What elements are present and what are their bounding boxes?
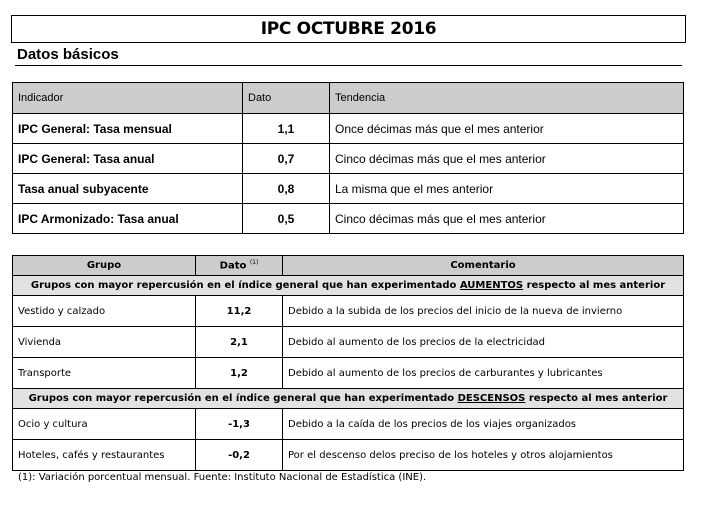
comentario-cell: Debido al aumento de los precios de carburantes y lubricantes bbox=[283, 358, 684, 389]
comentario-cell: Debido al aumento de los precios de la electricidad bbox=[283, 327, 684, 358]
groups-table bbox=[12, 255, 684, 471]
tendencia-cell: Once décimas más que el mes anterior bbox=[330, 114, 684, 144]
table-row bbox=[13, 327, 684, 358]
column-header-tendencia: Tendencia bbox=[330, 83, 684, 114]
grupo-cell: Vivienda bbox=[13, 327, 196, 358]
section-prefix: Grupos con mayor repercusión en el índice general que han experimentado bbox=[30, 280, 460, 291]
footnote: (1): Variación porcentual mensual. Fuente: Instituto Nacional de Estadística (INE). bbox=[18, 472, 427, 483]
comentario-cell: Debido a la caída de los precios de los viajes organizados bbox=[283, 409, 684, 440]
section-suffix: respecto al mes anterior bbox=[523, 280, 666, 291]
dato-cell: 0,8 bbox=[243, 174, 330, 204]
indicador-cell: Tasa anual subyacente bbox=[13, 174, 243, 204]
comentario-cell: Por el descenso delos preciso de los hoteles y otros alojamientos bbox=[283, 440, 684, 471]
section-header-aumentos bbox=[13, 276, 684, 296]
table-row bbox=[13, 114, 684, 144]
column-header-dato bbox=[196, 256, 283, 276]
dato-cell: 0,7 bbox=[243, 144, 330, 174]
tendencia-cell: Cinco décimas más que el mes anterior bbox=[330, 144, 684, 174]
section-subtitle: Datos básicos bbox=[17, 46, 119, 63]
section-title bbox=[13, 389, 684, 409]
grupo-cell: Hoteles, cafés y restaurantes bbox=[13, 440, 196, 471]
grupo-cell: Ocio y cultura bbox=[13, 409, 196, 440]
grupo-cell: Vestido y calzado bbox=[13, 296, 196, 327]
column-header-dato: Dato bbox=[243, 83, 330, 114]
table-header-row bbox=[13, 83, 684, 114]
dato-cell: 0,5 bbox=[243, 204, 330, 234]
section-title bbox=[13, 276, 684, 296]
table-row bbox=[13, 144, 684, 174]
dato-cell: -1,3 bbox=[196, 409, 283, 440]
footnote-ref: (1) bbox=[249, 259, 259, 267]
dato-cell: 11,2 bbox=[196, 296, 283, 327]
dato-cell: 1,2 bbox=[196, 358, 283, 389]
section-suffix: respecto al mes anterior bbox=[525, 393, 668, 404]
indicador-cell: IPC Armonizado: Tasa anual bbox=[13, 204, 243, 234]
grupo-cell: Transporte bbox=[13, 358, 196, 389]
basic-data-table bbox=[12, 82, 684, 234]
document-title-box bbox=[11, 15, 686, 43]
table-row bbox=[13, 296, 684, 327]
section-keyword: DESCENSOS bbox=[457, 393, 526, 404]
comentario-cell: Debido a la subida de los precios del inicio de la nueva de invierno bbox=[283, 296, 684, 327]
table-row bbox=[13, 204, 684, 234]
table-row bbox=[13, 358, 684, 389]
subtitle-divider bbox=[15, 65, 682, 66]
dato-cell: 1,1 bbox=[243, 114, 330, 144]
tendencia-cell: La misma que el mes anterior bbox=[330, 174, 684, 204]
column-header-comentario: Comentario bbox=[283, 256, 684, 276]
column-header-indicador: Indicador bbox=[13, 83, 243, 114]
section-keyword: AUMENTOS bbox=[459, 280, 524, 291]
indicador-cell: IPC General: Tasa anual bbox=[13, 144, 243, 174]
section-prefix: Grupos con mayor repercusión en el índice general que han experimentado bbox=[28, 393, 458, 404]
tendencia-cell: Cinco décimas más que el mes anterior bbox=[330, 204, 684, 234]
dato-cell: -0,2 bbox=[196, 440, 283, 471]
section-header-descensos bbox=[13, 389, 684, 409]
indicador-cell: IPC General: Tasa mensual bbox=[13, 114, 243, 144]
document-title: IPC OCTUBRE 2016 bbox=[260, 19, 437, 39]
column-header-grupo: Grupo bbox=[13, 256, 196, 276]
dato-label: Dato bbox=[219, 260, 247, 272]
table-row bbox=[13, 174, 684, 204]
table-row bbox=[13, 440, 684, 471]
table-row bbox=[13, 409, 684, 440]
dato-cell: 2,1 bbox=[196, 327, 283, 358]
table-header-row bbox=[13, 256, 684, 276]
